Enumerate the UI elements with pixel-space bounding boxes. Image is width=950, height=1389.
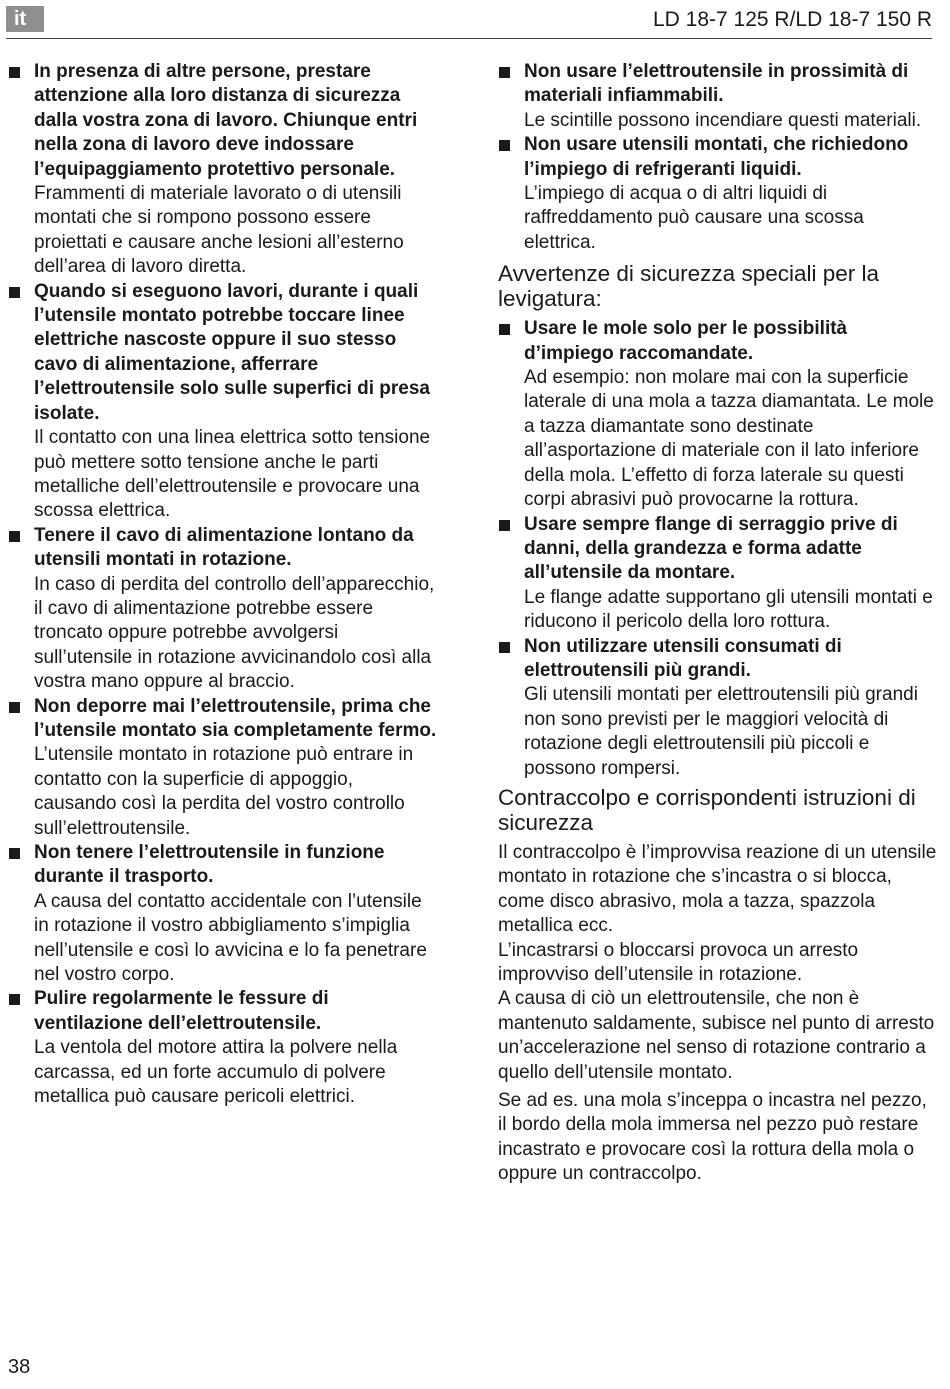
square-bullet-icon (9, 994, 20, 1005)
warning-text: Quando si eseguono lavori, durante i quali l’utensile montato potrebbe toccare linee elettriche nascoste oppure il suo stesso cavo di alimentazione, afferrare l’elettroutensile solo sulle superfici di presa isolate. (34, 280, 430, 424)
warning-text: Usare le mole solo per le possibilità d’impiego raccomandate. (524, 318, 848, 364)
safety-item (498, 635, 938, 781)
square-bullet-icon (499, 642, 510, 653)
kickback-paragraph: Il contraccolpo è l’improvvisa reazione di un utensile montato in rotazione che s’incastra o si blocca, come disco abrasivo, mola a tazza, spazzola metallica ecc. (498, 841, 937, 937)
warning-text: Non usare l’elettroutensile in prossimità di materiali infiammabili. (524, 61, 909, 107)
warning-text: Usare sempre flange di serraggio prive di danni, della grandezza e forma adatte all’utensile da montare. (524, 513, 898, 584)
explanation-text: A causa del contatto accidentale con l’utensile in rotazione il vostro abbigliamento s’impiglia nell’utensile e così lo avvicina e lo fa penetrare nel vostro corpo. (34, 890, 427, 986)
square-bullet-icon (9, 531, 20, 542)
explanation-text: La ventola del motore attira la polvere nella carcassa, ed un forte accumulo di polvere metallica può causare pericoli elettrici. (34, 1037, 398, 1108)
square-bullet-icon (9, 848, 20, 859)
explanation-text: Le flange adatte supportano gli utensili montati e riducono il pericolo della loro rottura. (524, 586, 933, 633)
warning-text: Non tenere l’elettroutensile in funzione durante il trasporto. (34, 842, 385, 888)
square-bullet-icon (9, 67, 20, 78)
safety-item (8, 695, 438, 841)
explanation-text: Gli utensili montati per elettroutensili più grandi non sono previsti per le maggiori velocità di rotazione degli elettroutensili più piccoli e possono rompersi. (524, 684, 918, 779)
explanation-text: Frammenti di materiale lavorato o di utensili montati che si rompono possono essere proiettati e causare anche lesioni all’esterno dell’area di lavoro diretta. (34, 183, 404, 278)
square-bullet-icon (499, 324, 510, 335)
warning-text: Non utilizzare utensili consumati di elettroutensili più grandi. (524, 635, 842, 681)
kickback-paragraph: L’incastrarsi o bloccarsi provoca un arresto improvviso dell’utensile in rotazione. (498, 939, 859, 985)
header-divider (6, 38, 932, 39)
warning-text: Non usare utensili montati, che richiedono l’impiego di refrigeranti liquidi. (524, 134, 909, 180)
safety-item (498, 60, 938, 133)
right-column (498, 60, 938, 1187)
safety-item (8, 987, 438, 1109)
explanation-text: L’impiego di acqua o di altri liquidi di raffreddamento può causare una scossa elettrica. (524, 183, 864, 253)
warning-text: Non deporre mai l’elettroutensile, prima che l’utensile montato sia completamente fermo. (34, 695, 437, 741)
kickback-paragraph: Se ad es. una mola s’inceppa o incastra nel pezzo, il bordo della mola immersa nel pezzo può restare incastrato e provocare così la rottura della mola o oppure un contraccolpo. (498, 1090, 927, 1185)
left-column (8, 60, 438, 1109)
grinding-heading: Avvertenze di sicurezza speciali per la levigatura: (498, 261, 880, 312)
explanation-text: Le scintille possono incendiare questi materiali. (524, 109, 922, 131)
square-bullet-icon (9, 287, 20, 298)
kickback-paragraph: A causa di ciò un elettroutensile, che non è mantenuto saldamente, subisce nel punto di arresto un’accelerazione nel senso di rotazione contrario a quello dell’utensile montato. (498, 988, 935, 1083)
explanation-text: Ad esempio: non molare mai con la superficie laterale di una mola a tazza diamantata. Le mole a tazza diamantate sono destinate all’asportazione di materiale con il lato inferiore della mola. L’effetto di forza laterale su questi corpi abrasivi può provocarne la rottura. (524, 367, 934, 511)
square-bullet-icon (499, 520, 510, 531)
model-title: LD 18-7 125 R/LD 18-7 150 R (653, 8, 932, 31)
explanation-text: L’utensile montato in rotazione può entrare in contatto con la superficie di appoggio, causando così la perdita del vostro controllo sull’elettroutensile. (34, 744, 414, 839)
warning-text: Tenere il cavo di alimentazione lontano da utensili montati in rotazione. (34, 524, 414, 571)
safety-item (8, 524, 438, 695)
safety-item (8, 60, 438, 280)
warning-text: Pulire regolarmente le fessure di ventilazione dell’elettroutensile. (34, 988, 329, 1034)
language-badge: it (6, 6, 44, 32)
square-bullet-icon (499, 67, 510, 78)
explanation-text: In caso di perdita del controllo dell’apparecchio, il cavo di alimentazione potrebbe essere troncato oppure potrebbe avvolgersi sull’utensile in rotazione avvicinandolo così alla vostra mano oppure al braccio. (34, 573, 435, 693)
kickback-heading: Contraccolpo e corrispondenti istruzioni di sicurezza (498, 784, 916, 835)
page-number: 38 (8, 1356, 31, 1378)
safety-item (498, 133, 938, 255)
explanation-text: Il contatto con una linea elettrica sotto tensione può mettere sotto tensione anche le parti metalliche dell’elettroutensile e provocare una scossa elettrica. (34, 427, 431, 522)
safety-item (8, 280, 438, 524)
safety-item (498, 317, 938, 512)
safety-item (498, 513, 938, 635)
safety-item (8, 841, 438, 987)
square-bullet-icon (499, 140, 510, 151)
square-bullet-icon (9, 702, 20, 713)
warning-text: In presenza di altre persone, prestare attenzione alla loro distanza di sicurezza dalla vostra zona di lavoro. Chiunque entri nella zona di lavoro deve indossare l’equipaggiamento protettivo personale. (34, 61, 418, 180)
